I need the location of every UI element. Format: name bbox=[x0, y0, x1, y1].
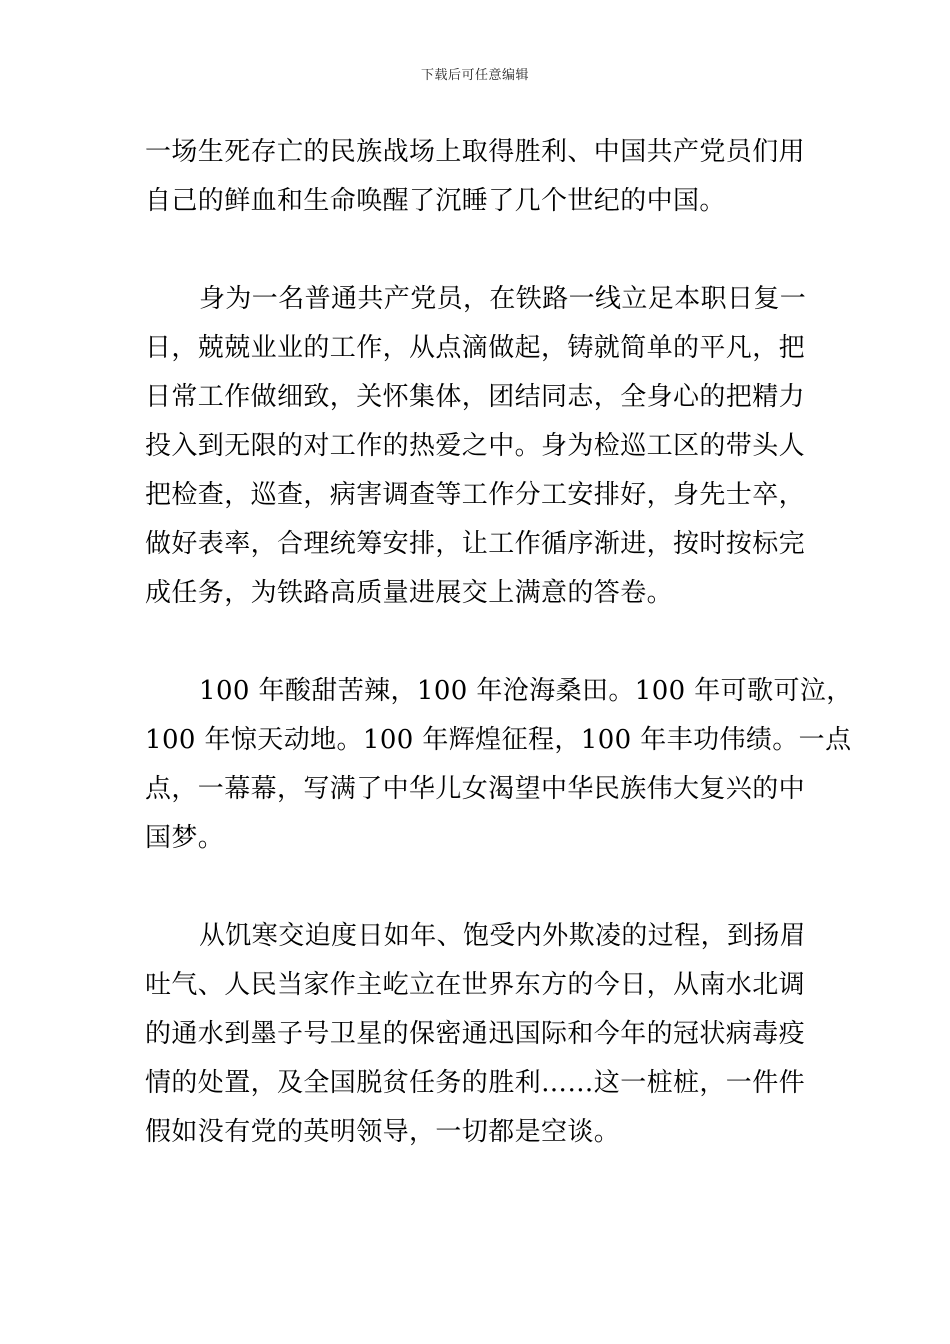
paragraph-gap bbox=[145, 863, 825, 912]
text-line: 100 年惊天动地。100 年辉煌征程，100 年丰功伟绩。一点 bbox=[145, 725, 852, 755]
text-line: 吐气、人民当家作主屹立在世界东方的今日，从南水北调 bbox=[145, 970, 806, 1000]
text-line: 情的处置，及全国脱贫任务的胜利……这一桩桩，一件件 bbox=[145, 1068, 806, 1098]
text-line: 投入到无限的对工作的热爱之中。身为检巡工区的带头人 bbox=[145, 431, 806, 461]
text-line: 100 年酸甜苦辣，100 年沧海桑田。100 年可歌可泣， bbox=[199, 676, 853, 706]
paragraph-2 bbox=[145, 275, 825, 618]
text-line: 成任务，为铁路高质量进展交上满意的答卷。 bbox=[145, 578, 674, 608]
text-line: 做好表率，合理统筹安排，让工作循序渐进，按时按标完 bbox=[145, 529, 806, 559]
text-line: 国梦。 bbox=[145, 823, 225, 853]
text-line: 自己的鲜血和生命唤醒了沉睡了几个世纪的中国。 bbox=[145, 186, 726, 216]
paragraph-3 bbox=[145, 667, 853, 863]
text-line: 日常工作做细致，关怀集体，团结同志，全身心的把精力 bbox=[145, 382, 806, 412]
text-line: 点，一幕幕，写满了中华儿女渴望中华民族伟大复兴的中 bbox=[145, 774, 806, 804]
text-line: 身为一名普通共产党员，在铁路一线立足本职日复一 bbox=[199, 284, 807, 314]
text-line: 从饥寒交迫度日如年、饱受内外欺凌的过程，到扬眉 bbox=[199, 921, 807, 951]
paragraph-gap bbox=[145, 226, 825, 275]
text-line: 一场生死存亡的民族战场上取得胜利、中国共产党员们用 bbox=[145, 137, 806, 167]
page-header-note: 下载后可任意编辑 bbox=[420, 68, 529, 83]
paragraph-1 bbox=[145, 128, 825, 226]
text-line: 假如没有党的英明领导，一切都是空谈。 bbox=[145, 1117, 621, 1147]
text-line: 日，兢兢业业的工作，从点滴做起，铸就简单的平凡，把 bbox=[145, 333, 806, 363]
paragraph-gap bbox=[145, 618, 825, 667]
document-body bbox=[145, 128, 853, 1157]
text-line: 的通水到墨子号卫星的保密通迅国际和今年的冠状病毒疫 bbox=[145, 1019, 806, 1049]
text-line: 把检查，巡查，病害调查等工作分工安排好，身先士卒， bbox=[145, 480, 806, 510]
paragraph-4 bbox=[145, 912, 825, 1157]
